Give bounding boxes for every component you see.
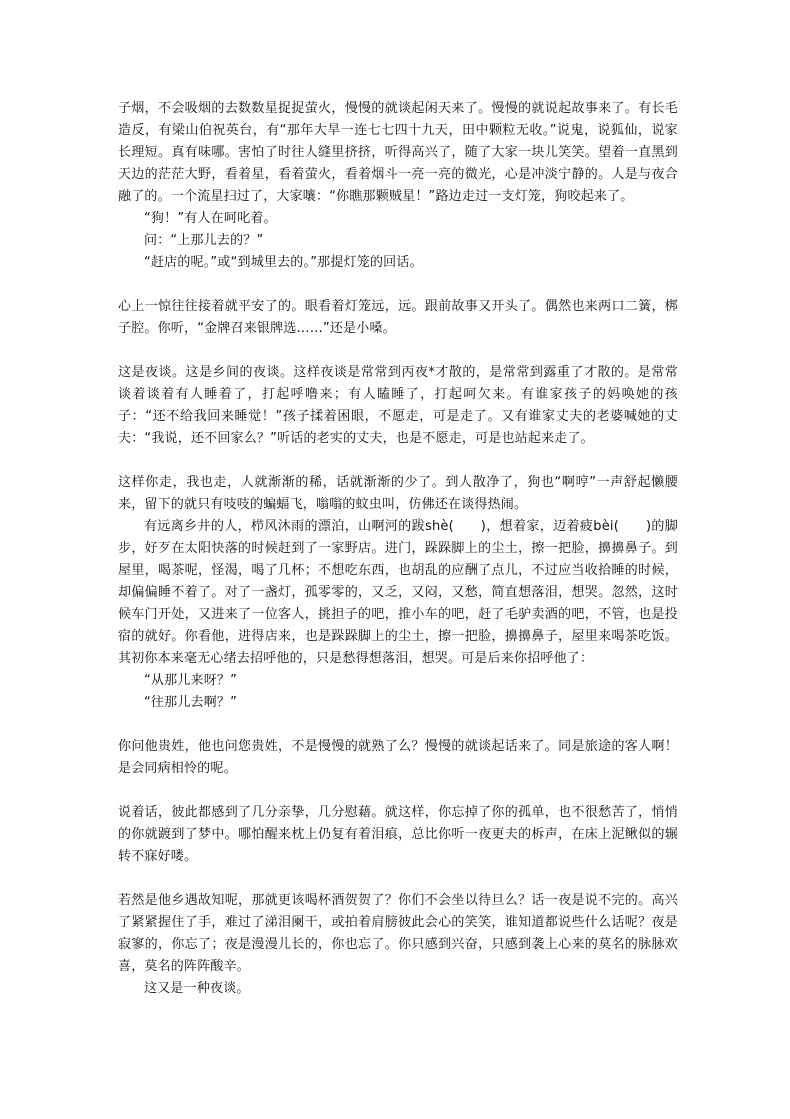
paragraph: 有远离乡井的人，栉风沐雨的漂泊，山啊河的跋shè( )，想着家，迈着疲bèi( )的脚步，好歹在太阳快落的时候赶到了一家野店。进门，跺跺脚上的尘土，擦一把脸，擤擤鼻子。到屋里，喝茶呢，怪渴，喝了几杯；不想吃东西，也胡乱的应酬了点儿，不过应当收拾睡的时候，却偏偏睡不着了。对了一盏灯，孤零零的，又乏，又闷，又愁，简直想落泪，想哭。忽然，这时候车门开处，又进来了一位客人，挑担子的吧，推小车的吧，赶了毛驴卖酒的吧，不管，也是投宿的就好。你看他，进得店来，也是跺跺脚上的尘土，擦一把脸，擤擤鼻子，屋里来喝茶吃饭。其初你本来毫无心绪去招呼他的，只是愁得想落泪，想哭。可是后来你招呼他了：	[118, 519, 678, 666]
paragraph: “狗！”有人在呵叱着。	[144, 211, 277, 226]
paragraph: 这样你走，我也走，人就渐渐的稀，话就渐渐的少了。到人散净了，狗也“啊哼”一声舒起懒腰来，留下的就只有吱吱的蝙蝠飞，嗡嗡的蚊虫叫，仿佛还在谈得热闹。	[118, 475, 678, 512]
paragraph: 问：“上那儿去的？”	[144, 233, 264, 248]
paragraph: 这又是一种夜谈。	[144, 981, 250, 996]
paragraph-gap	[118, 450, 678, 472]
paragraph-gap	[118, 868, 678, 890]
paragraph-gap	[118, 274, 678, 296]
paragraph-gap	[118, 780, 678, 802]
paragraph-gap	[118, 714, 678, 736]
paragraph: 你问他贵姓，他也问您贵姓，不是慢慢的就熟了么？慢慢的就谈起话来了。同是旅途的客人啊！是会同病相怜的呢。	[118, 739, 678, 776]
paragraph: “从那儿来呀？”	[144, 673, 238, 688]
document-body	[118, 98, 678, 1000]
paragraph: 若然是他乡遇故知呢，那就更该喝杯酒贺贺了？你们不会坐以待旦么？话一夜是说不完的。高兴了紧紧握住了手，难过了涕泪阑干，或拍着肩膀彼此会心的笑笑，谁知道都说些什么话呢？夜是寂寥的，你忘了；夜是漫漫儿长的，你也忘了。你只感到兴奋，只感到袭上心来的莫名的脉脉欢喜，莫名的阵阵酸辛。	[118, 893, 678, 974]
paragraph-gap	[118, 340, 678, 362]
paragraph: 心上一惊往往接着就平安了的。眼看着灯笼远，远。跟前故事又开头了。偶然也来两口二簧，梆子腔。你听，“金牌召来银牌选……”还是小嗓。	[118, 299, 678, 336]
paragraph: “赶店的呢。”或“到城里去的。”那提灯笼的回话。	[144, 255, 423, 270]
paragraph: 子烟，不会吸烟的去数数星捉捉萤火，慢慢的就谈起闲天来了。慢慢的就说起故事来了。有长毛造反，有梁山伯祝英台，有“那年大旱一连七七四十九天，田中颗粒无收。”说鬼，说狐仙，说家长理短。真有味哪。害怕了时往人缝里挤挤，听得高兴了，随了大家一块儿笑笑。望着一直黑到天边的茫茫大野，看着星，看着萤火，看着烟斗一亮一亮的微光，心是冲淡宁静的。人是与夜合融了的。一个流星扫过了，大家嚷：“你瞧那颗贼星！”路边走过一支灯笼，狗咬起来了。	[118, 101, 678, 204]
paragraph: 这是夜谈。这是乡间的夜谈。这样夜谈是常常到丙夜*才散的，是常常到露重了才散的。是常常谈着谈着有人睡着了，打起呼噜来；有人瞌睡了，打起呵欠来。有谁家孩子的妈唤她的孩子：“还不给我回来睡觉！”孩子揉着困眼，不愿走，可是走了。又有谁家丈夫的老婆喊她的丈夫：“我说，还不回家么？”听话的老实的丈夫，也是不愿走，可是也站起来走了。	[118, 365, 678, 446]
paragraph: “往那儿去啊？”	[144, 695, 238, 710]
paragraph: 说着话，彼此都感到了几分亲挚，几分慰藉。就这样，你忘掉了你的孤单，也不很愁苦了，悄悄的你就踱到了梦中。哪怕醒来枕上仍复有着泪痕，总比你听一夜更夫的柝声，在床上泥鳅似的辗转不寐好喽。	[118, 805, 678, 864]
